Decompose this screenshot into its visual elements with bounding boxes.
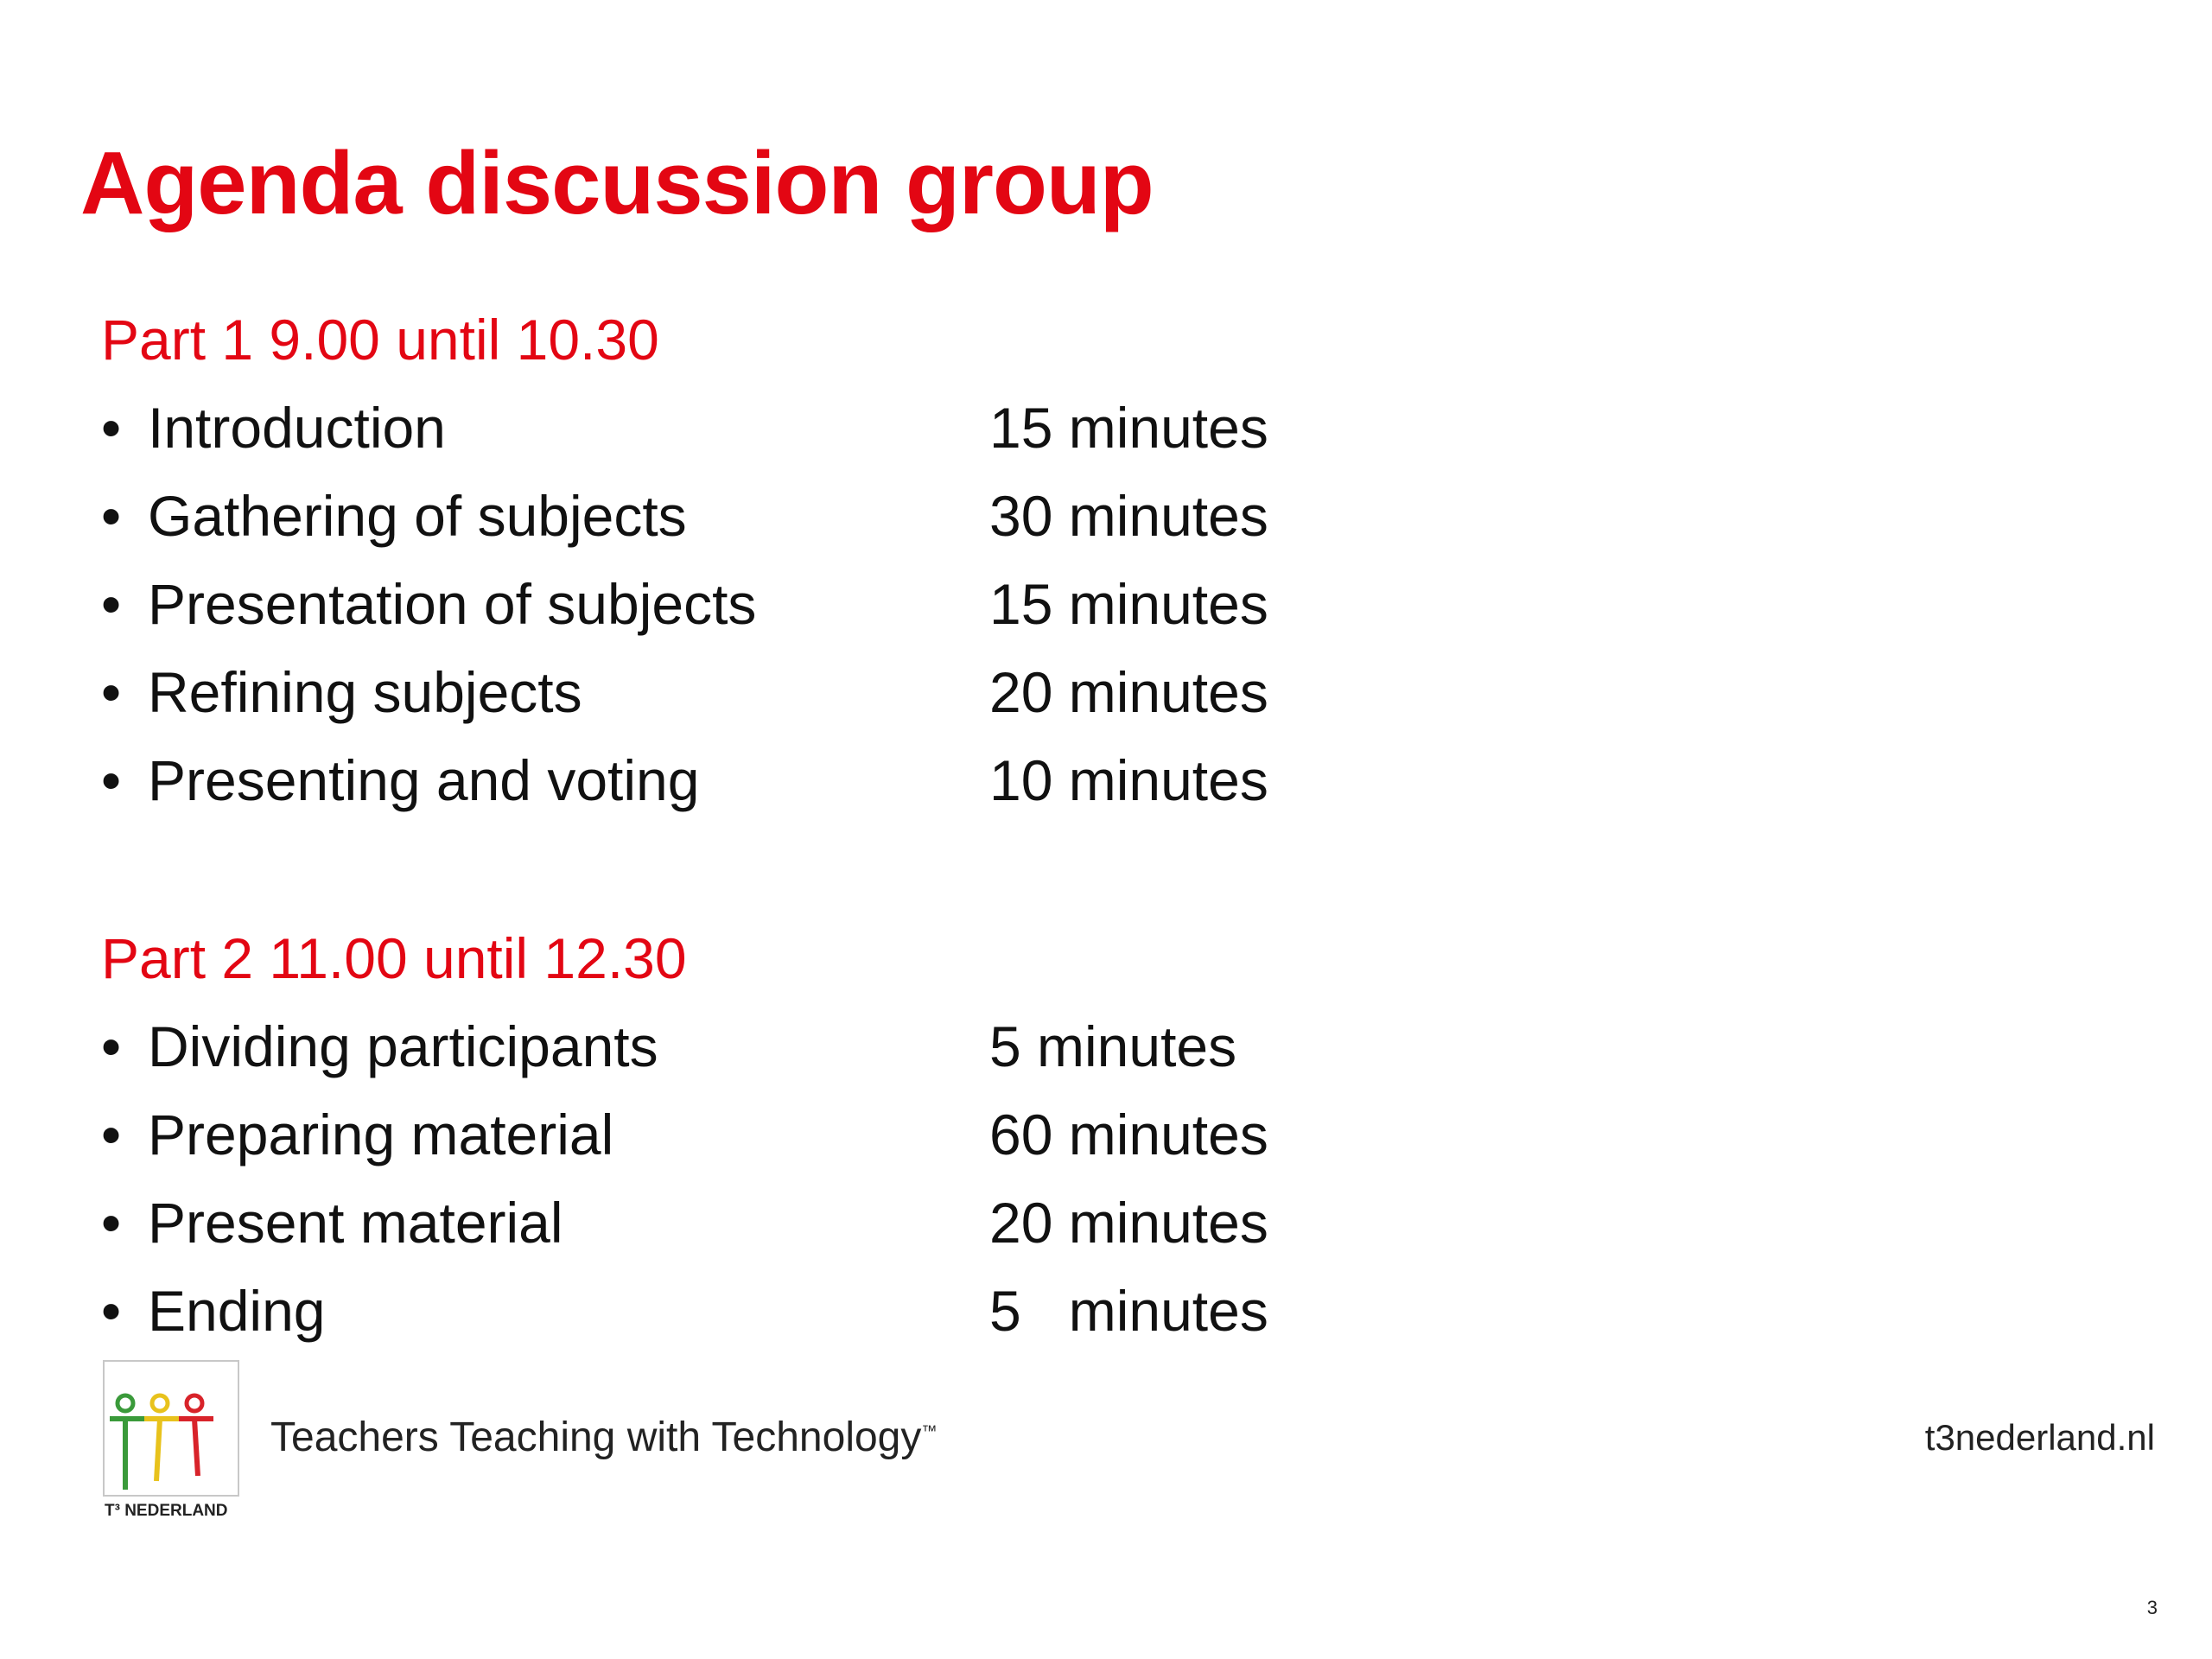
agenda-item <box>101 1103 1311 1175</box>
bullet-icon: • <box>101 660 122 724</box>
item-label: Presentation of subjects <box>148 572 757 636</box>
item-duration: 20 minutes <box>989 660 1268 724</box>
agenda-item <box>101 396 1311 468</box>
agenda-item <box>101 1279 1311 1351</box>
t3-logo <box>103 1360 239 1524</box>
part2-heading: Part 2 11.00 until 12.30 <box>101 926 687 990</box>
bullet-icon: • <box>101 1279 122 1343</box>
slide-title: Agenda discussion group <box>80 133 1154 232</box>
trademark-symbol: ™ <box>921 1422 938 1440</box>
item-label: Refining subjects <box>148 660 582 724</box>
item-label: Ending <box>148 1279 326 1343</box>
agenda-item <box>101 1014 1311 1087</box>
t3-logo-graphic <box>105 1362 238 1495</box>
tagline-text: Teachers Teaching with Technology <box>270 1414 922 1460</box>
bullet-icon: • <box>101 748 122 812</box>
bullet-icon: • <box>101 572 122 636</box>
page-number: 3 <box>2146 1597 2158 1618</box>
item-duration: 5 minutes <box>989 1279 1268 1343</box>
item-label: Present material <box>148 1191 563 1255</box>
item-duration: 10 minutes <box>989 748 1268 812</box>
item-duration: 30 minutes <box>989 484 1268 548</box>
agenda-item <box>101 484 1311 556</box>
item-label: Preparing material <box>148 1103 614 1166</box>
bullet-icon: • <box>101 1014 122 1078</box>
part1-heading: Part 1 9.00 until 10.30 <box>101 308 659 372</box>
item-duration: 15 minutes <box>989 572 1268 636</box>
item-duration: 15 minutes <box>989 396 1268 460</box>
website-link[interactable]: t3nederland.nl <box>1924 1417 2155 1458</box>
item-duration: 5 minutes <box>989 1014 1237 1078</box>
item-label: Presenting and voting <box>148 748 700 812</box>
agenda-item <box>101 572 1311 645</box>
bullet-icon: • <box>101 484 122 548</box>
t3-logo-icon <box>103 1360 239 1497</box>
footer-tagline <box>270 1414 937 1461</box>
bullet-icon: • <box>101 396 122 460</box>
agenda-item <box>101 748 1311 821</box>
agenda-item <box>101 1191 1311 1263</box>
logo-caption: T³ NEDERLAND <box>105 1502 228 1520</box>
item-label: Introduction <box>148 396 446 460</box>
item-label: Gathering of subjects <box>148 484 687 548</box>
agenda-item <box>101 660 1311 733</box>
bullet-icon: • <box>101 1103 122 1166</box>
item-duration: 20 minutes <box>989 1191 1268 1255</box>
item-label: Dividing participants <box>148 1014 658 1078</box>
item-duration: 60 minutes <box>989 1103 1268 1166</box>
bullet-icon: • <box>101 1191 122 1255</box>
